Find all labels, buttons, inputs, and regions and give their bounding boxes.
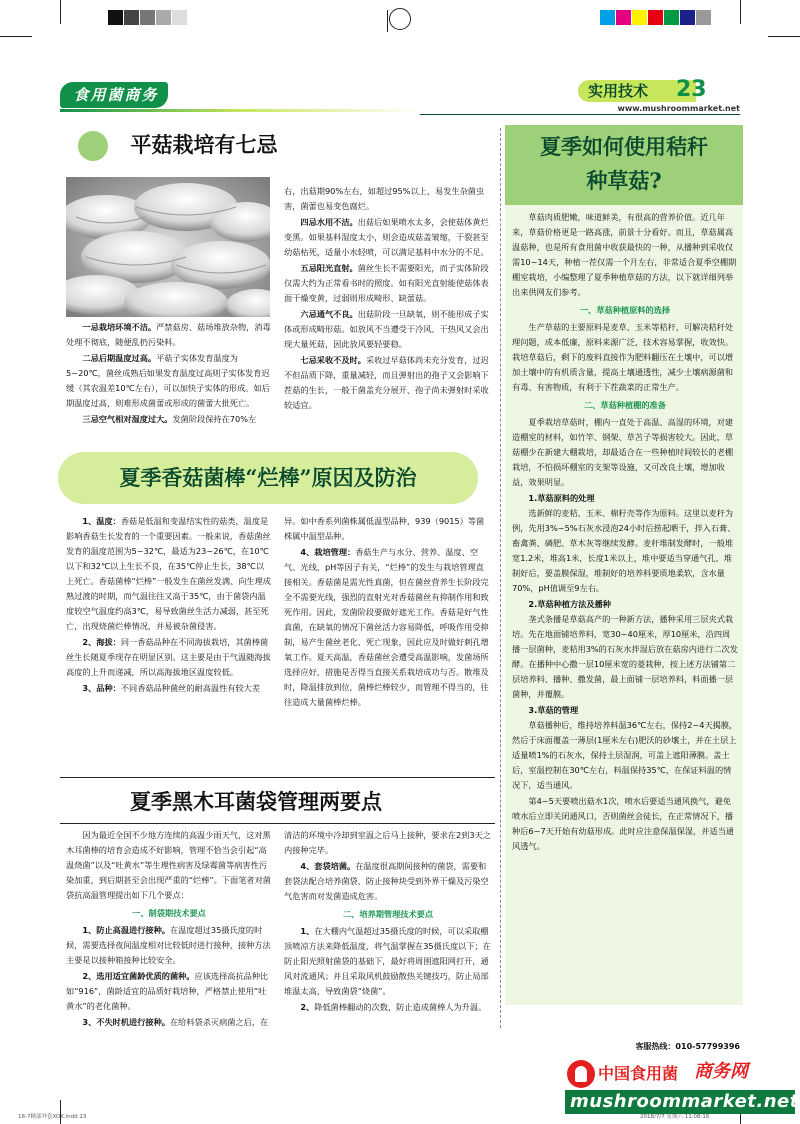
header-rule-left [60,109,420,112]
color-swatch-bar [600,10,712,29]
article3-para: 2、降低菌棒翻动的次数，防止造成菌棒人为升温。 [300,1002,487,1012]
article1-col1 [66,320,274,428]
crop-mark [0,36,32,37]
article3-para: 因为最近全国不少地方连续的高温少雨天气，这对黑木耳菌棒的培育会造成不好影响，管理不恰当会引起“高温烧菌”以及“吐黄水”等生理性病害及绿霉菌等病害性污染加重，到后期甚至会出现严重的“烂棒”。下面笔者对菌袋抗高温管理提出如下几个要点： [66,830,271,900]
article1-para: 三忌空气相对湿度过大。发菌阶段保持在70%左 [82,414,257,424]
sidebar-title-line2: 种草菇? [586,168,662,193]
article1-para: 一忌栽培环境不洁。严禁菇房、菇场堆放杂物，消毒处理不彻底，随便乱扔污染料。 [66,322,271,347]
article3-para: 2、选用适宜菌龄优质的菌种。应该选择高抗品种比如“916”，菌龄适宜的品质好栽培种，严格禁止使用“吐黄水”的老化菌种。 [66,971,269,1011]
article3-subheading: 一、制袋期技术要点 [132,908,206,918]
crop-mark [768,36,800,37]
file-info: 18-7精部外套XOK.indd 23 [18,1114,87,1120]
article3-title: 夏季黑木耳菌袋管理两要点 [130,789,382,814]
column-title: 实用技术 [588,82,649,100]
article2-col2 [284,514,492,711]
gray-swatch-bar [108,10,188,29]
sidebar-para: 第4~5天要喷出菇水1次，喷水后要适当通风换气，避免喷水后立即关闭通风口，否则菌丝会徒长，在正常情况下，播种后6~7天开始有幼菇形成。此时应注意保温保湿，并适当通风透气。 [512,796,734,851]
article1-para: 六忌通气不良。出菇阶段一旦缺氧，则不能形成子实体或形成畸形菇。如放风不当遭受干冷风、干热风又会出现大量死菇，因此放风要轻要稳。 [284,309,489,349]
mushroom-icon [575,1066,587,1082]
article3-top-rule [60,777,495,778]
sidebar-step-heading: 3.草菇的管理 [528,705,579,715]
sidebar-para: 生产草菇的主要原料是麦草、玉米等秸秆，可解决秸秆处理问题，成本低廉，原料来源广泛，技术容易掌握，收效快。栽培草菇后，剩下的废料直接作为肥料翻压在土壤中，可以增加土壤中的有机质含量，提高土壤通透性，减少土壤病源菌和有毒、有害物质，有利于下茬蔬菜的正常生产。 [512,322,734,392]
article1-para: 右，出菇期90%左右，如超过95%以上，易发生杂菌虫害，菌蕾也易变色腐烂。 [284,186,485,211]
article3-para: 4、套袋培菌。在温度很高期间接种的菌袋，需要和套袋法配合培养菌袋，防止接种块受到外界干燥及污染空气危害而对发菌造成危害。 [284,861,489,901]
article3-para: 1、在大棚内气温超过35摄氏度的时候，可以采取棚顶喷凉方法来降低温度，将气温掌握在35摄氏度以下；在防止阳光照射菌袋的基础下，最好将周围遮阳网打开，通风对流通风；并且采取风机鼓励散热关键技巧，防止局部堆温太高，导致菌袋“烧菌”。 [284,926,491,996]
article2-para: 异。如中香系列菌株属低温型品种，939（9015）等菌株属中温型品种。 [284,516,485,541]
header-rule-right [420,114,740,115]
article2-para: 3、品种：不同香菇品种菌丝的耐高温性有较大差 [82,683,261,693]
article1-para: 二忌后期温度过高。平菇子实体发育温度为5~20℃，菌丝成熟后如果发育温度过高则子实体发育迟缓（其农温差10℃左右），可以加快子实体的形成。如后期温度过高，则难形成菌蕾或形成的菌蕾大批死亡。 [66,353,270,408]
page-number: 23 [676,77,707,102]
sidebar-subheading: 一、草菇种植原料的选择 [579,305,671,315]
hotline: 客服热线：010-57799396 [635,1042,740,1051]
date-info: 2018/7/7 星期六 11:08:16 [640,1114,710,1120]
sidebar-para: 选新鲜的麦秸、玉米、棉籽壳等作为原料。这里以麦秆为例，先用3%~5%石灰水浸泡24小时后捞起晒干，拌入石膏、畜禽粪、磷肥、草木灰等继续发酵。麦秆堆制发酵时，一般堆宽1.2米，堆高1米，长度1米以上，堆中要适当穿通气孔，堆制好后，要盖膜保湿，堆制好的培养料要质地柔软，含水量70%，pH值调至9左右。 [512,508,736,593]
sidebar-para: 夏季栽培草菇时，棚内一直处于高温、高湿的环境，对建造棚室的材料，如竹竿、钢架、草苫子等损害较大。因此，草菇棚少在新建大棚栽培，却最适合在一些种植时间较长的老棚栽培，不怕损坏棚室的支架等设施，又可改良土壤，增加收益，效果明显。 [512,417,734,487]
column-divider [500,128,501,1028]
article3-bottom-rule [60,823,495,824]
article1-para: 五忌阳光直射。菌丝生长不需要阳光，而子实体阶段仅需大约为正常看书时的照度。如有阳光直射能使菇体表面干燥变黄，过弱则形成畸形、缺蕾菇。 [284,263,489,303]
sidebar-para: 草菇播种后，维持培养料温36℃左右，保持2~4天揭膜，然后于床面覆盖一薄层(1厘米左右)肥沃的砂壤土，并在土层上适量喷1%的石灰水，保持土层湿润，可盖上遮阳薄膜。盖土后，室温控制在30℃左右，料温保持35℃，在保证料温的情况下，适当通风。 [512,720,738,790]
article2-col1 [66,514,272,697]
article3-para: 清洁的环境中冷却到室温之后马上接种，要求在2到3天之内接种完毕。 [284,830,491,855]
crop-mark [740,0,741,24]
article2-title: 夏季香菇菌棒“烂棒”原因及防治 [119,465,417,490]
article3-subheading: 二、培养期管理技术要点 [342,909,434,919]
sidebar-body [512,210,738,855]
sidebar-title-line1: 夏季如何使用秸秆 [540,134,708,159]
footer-brand-prefix: 中国食用菌 [598,1064,679,1083]
article2-para: 1、温度：香菇是低温和变温结实性的菇类，温度是影响香菇生长发育的一个重要因素。一般来说，香菇菌丝发育的温度范围为5~32℃，最适为23~26℃，在10℃以下和32℃以上生长不良，在35℃停止生长，38℃以上死亡。香菇菌棒“烂棒”一般发生在菌丝发满、向生理成熟过渡的时期，而气温往往又高于35℃，由于菌袋内温度较空气温度约高3℃，易导致菌丝生活力减弱，甚至死亡，出现烧菌烂棒情况，并易被杂菌侵害。 [66,516,271,631]
footer-brand-suffix: 商务网 [694,1061,748,1082]
crop-mark [60,0,61,24]
article1-para: 七忌采收不及时。采收过早菇体尚未充分发育，过迟不但品质下降，重量减轻，而且弹射出的孢子又会影响下茬菇的生长，一般于菌盖充分展开、孢子尚未弹射时采收较适宜。 [284,355,489,410]
sidebar-para: 草菇肉质肥嫩，味道鲜美，有很高的营养价值。近几年来，草菇价格更是一路高涨，前景十分看好。而且，草菇属高温菇种，也是所有食用菌中收获最快的一种，从播种到采收仅需10~14天，种植一茬仅需一个月左右，非常适合夏季空棚期棚室栽培，小编整理了夏季种植草菇的方法，以下就详细列举出来供网友们参考。 [512,212,737,297]
oyster-mushroom-image [66,177,270,317]
section-logo: 食用菌商务 [73,86,159,104]
footer-domain: mushroommarket.net [570,1091,799,1112]
website-url: www.mushroommarket.net [617,104,740,113]
sidebar-subheading: 二、草菇种植棚的准备 [584,400,666,410]
article2-para: 4、栽培管理：香菇生产与水分、营养、温度、空气、光线、pH等因子有关，“烂棒”的发生与栽培管理直接相关。香菇菌是需光性真菌，但在菌丝营养生长阶段完全不需要光线，强烈的直射光对香菇菌丝有抑制作用和致死作用。因此，发菌阶段要做好遮光工作。香菇是好气性真菌，在缺氧的情况下菌丝活力容易降低，呼吸作用受抑制，易产生菌丝老化、死亡现象，因此应及时做好刺孔增氧工作。夏天高温，香菇菌丝会遭受高温影响，发菌场所选择应好，措施是否得当直接关系栽培成功与否。散堆及时，降温排放到位，菌棒烂棒较少，而管理不得当的，往往造成大量菌棒烂棒。 [284,547,489,707]
sidebar-para: 垄式条播是草菇高产的一种新方法，播种采用三层夹式栽培。先在地面铺培养料，宽30~40厘米，厚10厘米，沿四周播一层菌种，麦秸用3%的石灰水拌湿后放在菇房内进行二次发酵。在播种中心撒一层10厘米宽的菱栽种，按上述方法铺第二层培养料、播种、撒发菌，最上面铺一层培养料，料面播一层菌种，并覆膜。 [512,614,738,699]
article2-para: 2、海拔：同一香菇品种在不同海拔栽培，其菌棒菌丝生长随夏季现存在明显区别。这主要是由于气温随海拔高度的上升而递减，所以高海拔地区温度较低。 [66,637,271,677]
sidebar-step-heading: 2.草菇种植方法及播种 [528,599,611,609]
article3-col2 [284,828,492,1016]
article3-col1 [66,828,272,1031]
sidebar-title [505,130,743,198]
article1-col2 [284,184,492,414]
article1-para: 四忌水用不洁。出菇后如果喷水太多，会使菇体黄烂变黑。如果基料湿度太小，则会造成菇盖皱缩，干裂甚至幼菇枯死，适量小水轻喷，可以满足基料中水分的不足。 [284,217,489,257]
registration-mark-line [387,10,409,32]
article3-para: 3、不失时机进行接种。在给料袋杀灭病菌之后，在 [82,1017,269,1027]
article1-title: 平菇栽培有七忌 [130,132,278,157]
sidebar-step-heading: 1.草菇原料的处理 [528,493,595,503]
article3-para: 1、防止高温进行接种。在温度超过35摄氏度的时候，需要选择夜间温度相对比较低时进行接种，接种方法主要是以接种箱接种比较安全。 [66,925,271,965]
